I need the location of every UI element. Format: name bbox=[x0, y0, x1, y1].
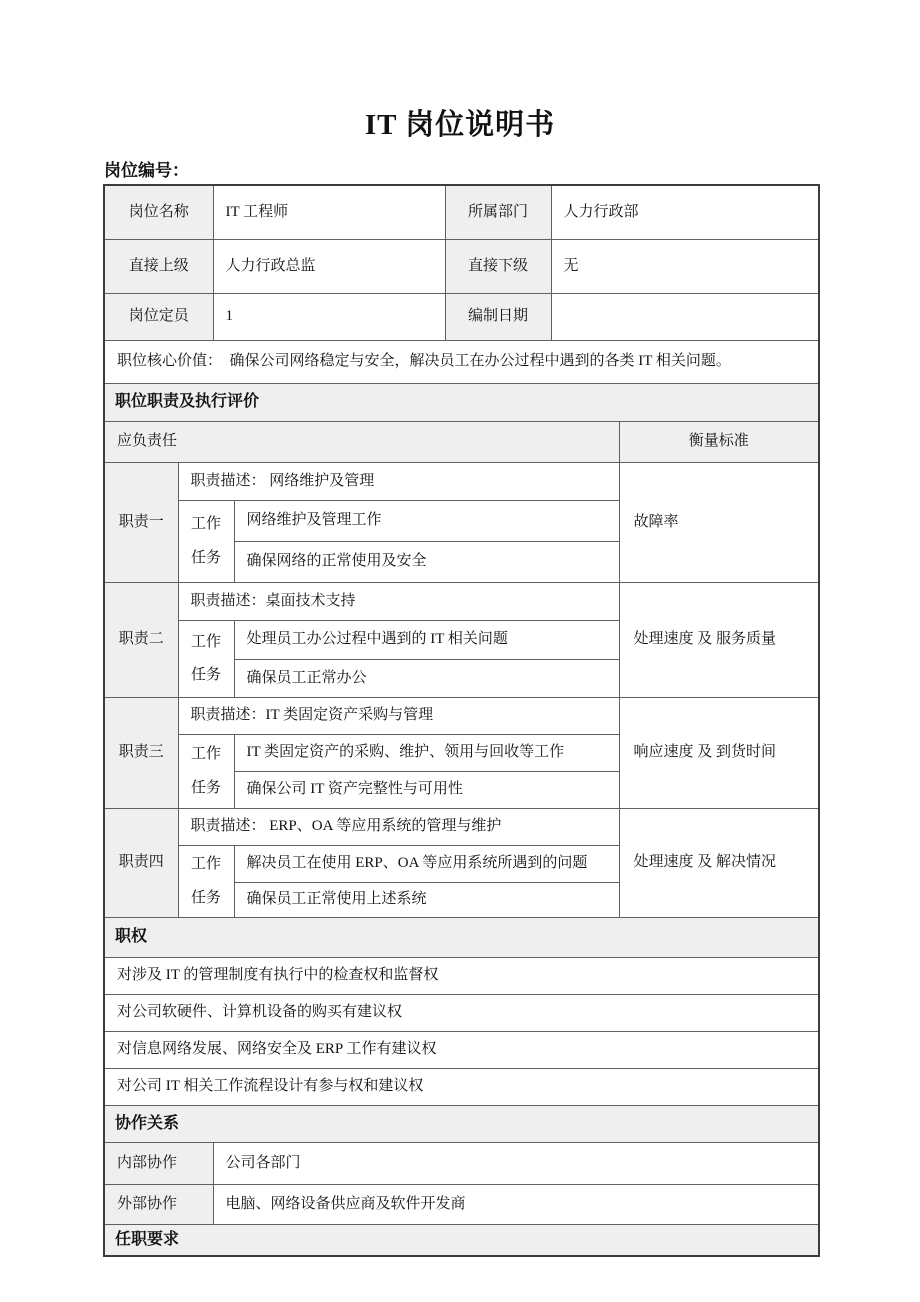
duty-desc-cell: 职责描述：IT 类固定资产采购与管理 bbox=[178, 697, 619, 734]
authority-item-row bbox=[104, 957, 819, 994]
duty-desc-cell: 职责描述： 网络维护及管理 bbox=[178, 462, 619, 500]
basic-info-label: 所属部门 bbox=[445, 185, 551, 239]
authority-item: 对信息网络发展、网络安全及 ERP 工作有建议权 bbox=[104, 1031, 819, 1068]
duty-name-cell: 职责二 bbox=[104, 582, 178, 697]
basic-info-value bbox=[551, 293, 819, 340]
task-label: 任务 bbox=[191, 667, 222, 684]
basic-info-row bbox=[104, 239, 819, 293]
basic-info-value: 1 bbox=[213, 293, 445, 340]
duty-work-cell: 解决员工在使用 ERP、OA 等应用系统所遇到的问题 bbox=[234, 845, 619, 882]
work-label: 工作 bbox=[191, 856, 222, 872]
task-label: 任务 bbox=[191, 779, 222, 796]
collaboration-value: 公司各部门 bbox=[213, 1142, 819, 1184]
basic-info-label: 岗位定员 bbox=[104, 293, 213, 340]
duties-section-header-row bbox=[104, 383, 819, 421]
basic-info-value: 人力行政总监 bbox=[213, 239, 445, 293]
section-header-duties: 职位职责及执行评价 bbox=[104, 383, 819, 421]
collaboration-label: 外部协作 bbox=[104, 1184, 213, 1224]
duty-measure-cell: 响应速度 及 到货时间 bbox=[619, 697, 819, 808]
collaboration-value: 电脑、网络设备供应商及软件开发商 bbox=[213, 1184, 819, 1224]
collaboration-row bbox=[104, 1184, 819, 1224]
requirements-header-row bbox=[104, 1224, 819, 1256]
duty-measure-cell: 处理速度 及 解决情况 bbox=[619, 808, 819, 917]
work-task-label-cell bbox=[178, 500, 234, 582]
authority-item: 对公司 IT 相关工作流程设计有参与权和建议权 bbox=[104, 1068, 819, 1105]
duty-name-cell: 职责一 bbox=[104, 462, 178, 582]
collaboration-label: 内部协作 bbox=[104, 1142, 213, 1184]
duty-name-cell: 职责三 bbox=[104, 697, 178, 808]
duty-desc-row bbox=[104, 462, 819, 500]
task-label: 任务 bbox=[191, 549, 222, 566]
page-title: IT 岗位说明书 bbox=[364, 109, 556, 141]
work-task-labels bbox=[179, 508, 234, 574]
collaboration-header-row bbox=[104, 1105, 819, 1142]
basic-info-label: 编制日期 bbox=[445, 293, 551, 340]
authority-item: 对涉及 IT 的管理制度有执行中的检查权和监督权 bbox=[104, 957, 819, 994]
duty-task-cell: 确保网络的正常使用及安全 bbox=[234, 541, 619, 582]
duty-desc-cell: 职责描述：桌面技术支持 bbox=[178, 582, 619, 620]
duty-desc-row bbox=[104, 697, 819, 734]
duty-task-cell: 确保公司 IT 资产完整性与可用性 bbox=[234, 771, 619, 808]
basic-info-value: IT 工程师 bbox=[213, 185, 445, 239]
duty-name-cell: 职责四 bbox=[104, 808, 178, 917]
core-value-cell: 职位核心价值： 确保公司网络稳定与安全，解决员工在办公过程中遇到的各类 IT 相关问题。 bbox=[104, 340, 819, 383]
work-label: 工作 bbox=[191, 633, 222, 650]
basic-info-value: 无 bbox=[551, 239, 819, 293]
core-value-row bbox=[104, 340, 819, 383]
authority-item-row bbox=[104, 994, 819, 1031]
basic-info-label: 直接下级 bbox=[445, 239, 551, 293]
basic-info-value: 人力行政部 bbox=[551, 185, 819, 239]
section-header-authority: 职权 bbox=[104, 917, 819, 957]
basic-info-row bbox=[104, 185, 819, 239]
job-description-table bbox=[103, 184, 820, 1257]
work-task-label-cell bbox=[178, 845, 234, 917]
duty-desc-cell: 职责描述： ERP、OA 等应用系统的管理与维护 bbox=[178, 808, 619, 845]
duty-task-cell: 确保员工正常办公 bbox=[234, 659, 619, 697]
work-task-labels bbox=[179, 738, 234, 804]
collaboration-row bbox=[104, 1142, 819, 1184]
basic-info-label: 岗位名称 bbox=[104, 185, 213, 239]
basic-info-row bbox=[104, 293, 819, 340]
section-header-collaboration: 协作关系 bbox=[104, 1105, 819, 1142]
work-task-labels bbox=[179, 626, 234, 692]
work-task-label-cell bbox=[178, 620, 234, 697]
duties-column-header-row bbox=[104, 421, 819, 462]
authority-item: 对公司软硬件、计算机设备的购买有建议权 bbox=[104, 994, 819, 1031]
duty-measure-cell: 故障率 bbox=[619, 462, 819, 582]
section-header-requirements: 任职要求 bbox=[104, 1224, 819, 1256]
duty-work-cell: 网络维护及管理工作 bbox=[234, 500, 619, 541]
duty-work-cell: 处理员工办公过程中遇到的 IT 相关问题 bbox=[234, 620, 619, 659]
duty-task-cell: 确保员工正常使用上述系统 bbox=[234, 882, 619, 917]
position-code-label: 岗位编号： bbox=[104, 161, 189, 180]
authority-item-row bbox=[104, 1068, 819, 1105]
authority-item-row bbox=[104, 1031, 819, 1068]
work-task-labels bbox=[179, 848, 234, 914]
basic-info-label: 直接上级 bbox=[104, 239, 213, 293]
duty-work-cell: IT 类固定资产的采购、维护、领用与回收等工作 bbox=[234, 734, 619, 771]
task-label: 任务 bbox=[191, 889, 222, 906]
duty-desc-row bbox=[104, 808, 819, 845]
measure-col-header: 衡量标准 bbox=[619, 421, 819, 462]
responsibility-col-header: 应负责任 bbox=[104, 421, 619, 462]
work-task-label-cell bbox=[178, 734, 234, 808]
authority-header-row bbox=[104, 917, 819, 957]
work-label: 工作 bbox=[191, 746, 222, 762]
duty-measure-cell: 处理速度 及 服务质量 bbox=[619, 582, 819, 697]
duty-desc-row bbox=[104, 582, 819, 620]
work-label: 工作 bbox=[191, 516, 222, 532]
